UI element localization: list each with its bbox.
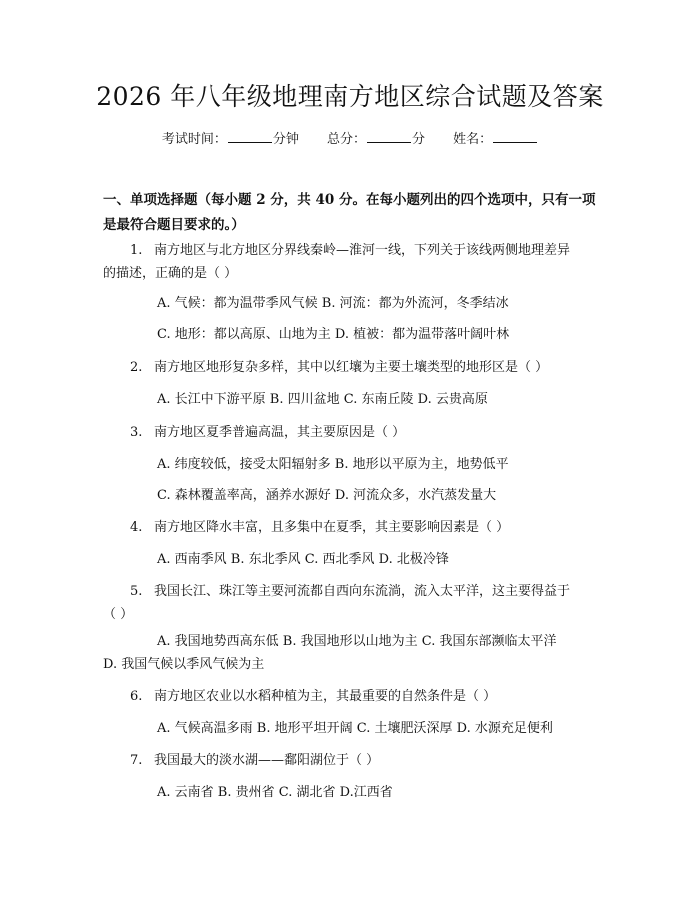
question-6-stem-line1	[130, 687, 496, 707]
question-1-stem-line1	[130, 241, 570, 261]
question-2-options-line1: A. 长江中下游平原 B. 四川盆地 C. 东南丘陵 D. 云贵高原	[157, 392, 488, 407]
question-7-options-line1: A. 云南省 B. 贵州省 C. 湖北省 D.江西省	[157, 785, 393, 800]
exam-time-unit: 分钟	[272, 132, 299, 147]
question-5-number: 5.	[130, 584, 143, 599]
question-7-number: 7.	[130, 753, 143, 768]
question-5-stem-line2: （ ）	[103, 607, 134, 622]
question-1-stem-text: 南方地区与北方地区分界线秦岭—淮河一线，下列关于该线两侧地理差异	[154, 243, 571, 258]
exam-info-line	[0, 128, 700, 150]
question-1-options-line2: C. 地形：都以高原、山地为主 D. 植被：都为温带落叶阔叶林	[157, 327, 510, 342]
question-2-number: 2.	[130, 360, 143, 375]
question-1-options-line1: A. 气候：都为温带季风气候 B. 河流：都为外流河，冬季结冰	[157, 296, 509, 311]
student-name-field	[453, 128, 538, 150]
exam-time-label: 考试时间：	[161, 132, 227, 147]
question-3-stem-line1	[130, 423, 405, 443]
question-4-number: 4.	[130, 520, 143, 535]
student-name-label: 姓名：	[453, 132, 493, 147]
question-5-options-line1: A. 我国地势西高东低 B. 我国地形以山地为主 C. 我国东部濒临太平洋	[157, 634, 557, 649]
question-6-number: 6.	[130, 689, 143, 704]
question-4-stem-line1	[130, 518, 509, 538]
question-5-options-line2: D. 我国气候以季风气候为主	[103, 657, 265, 672]
exam-time-blank[interactable]	[228, 128, 272, 143]
question-4-stem-text: 南方地区降水丰富，且多集中在夏季，其主要影响因素是（ ）	[154, 520, 510, 535]
question-3-number: 3.	[130, 425, 143, 440]
question-3-stem-text: 南方地区夏季普遍高温，其主要原因是（ ）	[154, 425, 406, 440]
total-score-field	[327, 128, 425, 150]
question-5-stem-line1	[130, 582, 570, 602]
question-2-stem-text: 南方地区地形复杂多样，其中以红壤为主要土壤类型的地形区是（ ）	[154, 360, 549, 375]
question-7-stem-text: 我国最大的淡水湖——鄱阳湖位于（ ）	[154, 753, 380, 768]
question-6-stem-text: 南方地区农业以水稻种植为主，其最重要的自然条件是（ ）	[154, 689, 497, 704]
total-score-blank[interactable]	[367, 128, 411, 143]
total-score-unit: 分	[412, 132, 426, 147]
document-title: 2026 年八年级地理南方地区综合试题及答案	[96, 82, 604, 111]
question-5-stem-text: 我国长江、珠江等主要河流都自西向东流淌，流入太平洋，这主要得益于	[154, 584, 571, 599]
section-heading: 一、单项选择题（每小题 2 分，共 40 分。在每小题列出的四个选项中，只有一项是最符合题目要求的。）	[103, 192, 596, 233]
question-1-number: 1.	[130, 243, 143, 258]
question-1-stem-line2: 的描述，正确的是（ ）	[103, 266, 238, 281]
question-2-stem-line1	[130, 358, 548, 378]
student-name-blank[interactable]	[493, 128, 537, 143]
question-6-options-line1: A. 气候高温多雨 B. 地形平坦开阔 C. 土壤肥沃深厚 D. 水源充足便利	[157, 721, 553, 736]
total-score-label: 总分：	[326, 132, 366, 147]
question-7-stem-line1	[130, 751, 379, 771]
exam-time-field	[162, 128, 299, 150]
question-3-options-line1: A. 纬度较低，接受太阳辐射多 B. 地形以平原为主，地势低平	[157, 457, 509, 472]
question-4-options-line1: A. 西南季风 B. 东北季风 C. 西北季风 D. 北极冷锋	[157, 552, 449, 567]
question-3-options-line2: C. 森林覆盖率高，涵养水源好 D. 河流众多，水汽蒸发量大	[157, 488, 497, 503]
